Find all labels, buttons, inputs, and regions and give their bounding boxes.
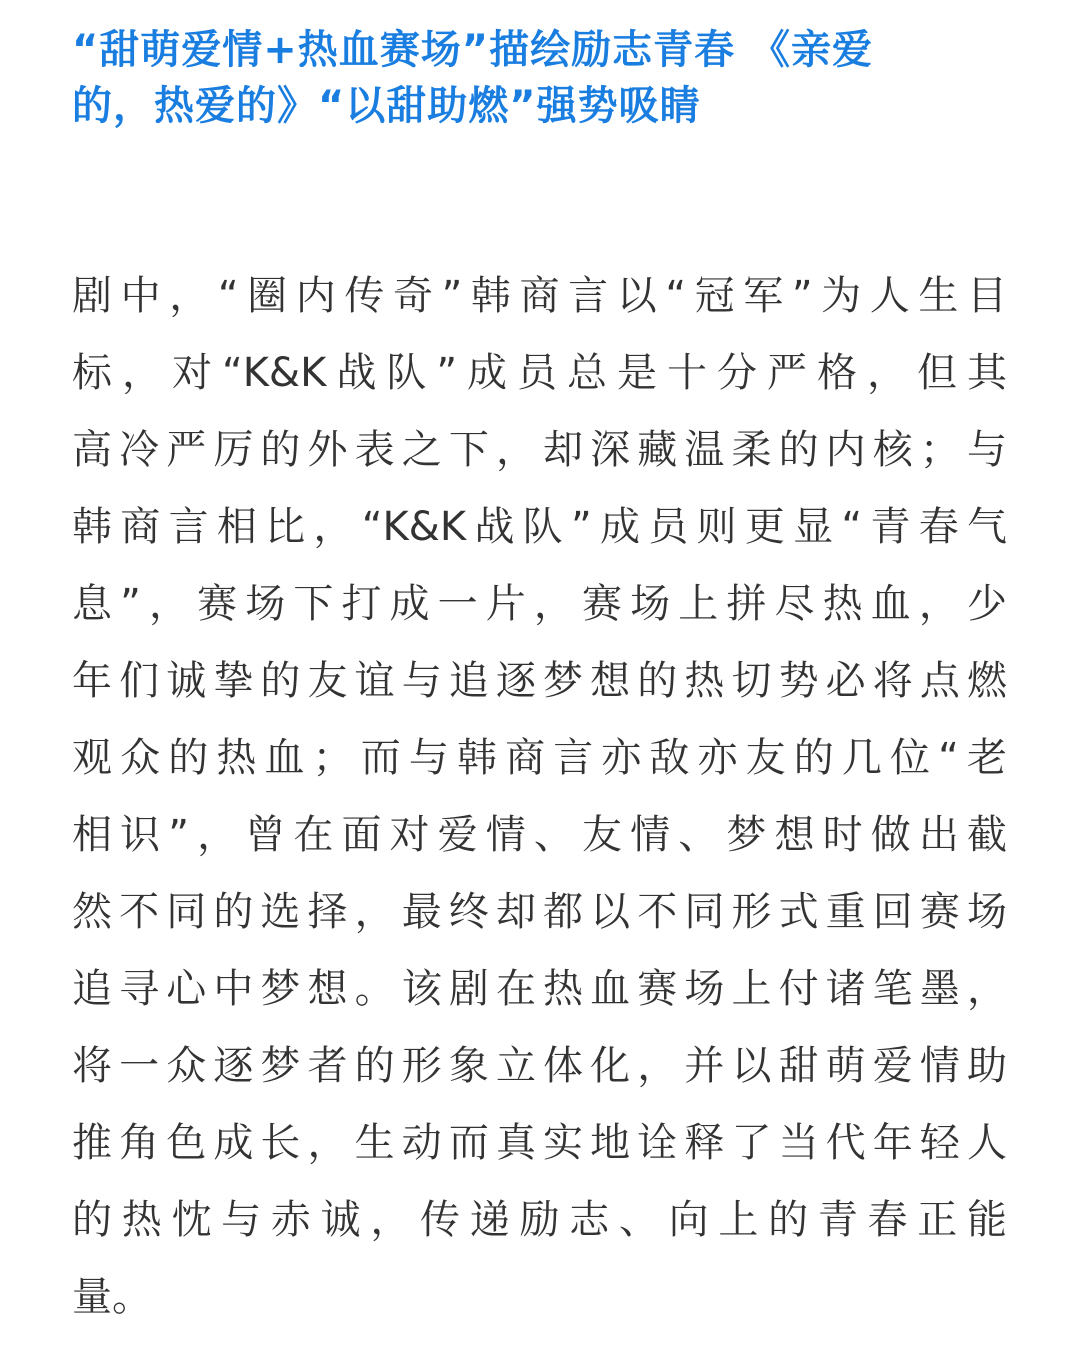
body-line: 追寻心中梦想。该剧在热血赛场上付诸笔墨， <box>72 966 1007 1012</box>
body-line: 韩商言相比，“K&K战队”成员则更显“青春气 <box>72 504 1007 550</box>
body-line: 的热忱与赤诚，传递励志、向上的青春正能 <box>72 1197 1007 1243</box>
article-body <box>72 258 1007 1336</box>
body-line: 高冷严厉的外表之下，却深藏温柔的内核；与 <box>72 427 1007 473</box>
body-line: 年们诚挚的友谊与追逐梦想的热切势必将点燃 <box>72 658 1007 704</box>
body-line: 然不同的选择，最终却都以不同形式重回赛场 <box>72 889 1007 935</box>
article-headline <box>72 22 1007 134</box>
headline-line: 的，热爱的》“以甜助燃”强势吸睛 <box>72 83 701 129</box>
body-line: 标，对“K&K战队”成员总是十分严格，但其 <box>72 350 1007 396</box>
body-line: 相识”，曾在面对爱情、友情、梦想时做出截 <box>72 812 1007 858</box>
body-line: 推角色成长，生动而真实地诠释了当代年轻人 <box>72 1120 1007 1166</box>
article <box>72 22 1007 1320</box>
body-line: 将一众逐梦者的形象立体化，并以甜萌爱情助 <box>72 1043 1007 1089</box>
body-line: 息”，赛场下打成一片，赛场上拼尽热血，少 <box>72 581 1007 627</box>
headline-line: “甜萌爱情+热血赛场”描绘励志青春 《亲爱 <box>72 27 874 73</box>
body-line: 量。 <box>72 1274 152 1320</box>
body-line: 观众的热血；而与韩商言亦敌亦友的几位“老 <box>72 735 1007 781</box>
body-line: 剧中，“圈内传奇”韩商言以“冠军”为人生目 <box>72 273 1007 319</box>
